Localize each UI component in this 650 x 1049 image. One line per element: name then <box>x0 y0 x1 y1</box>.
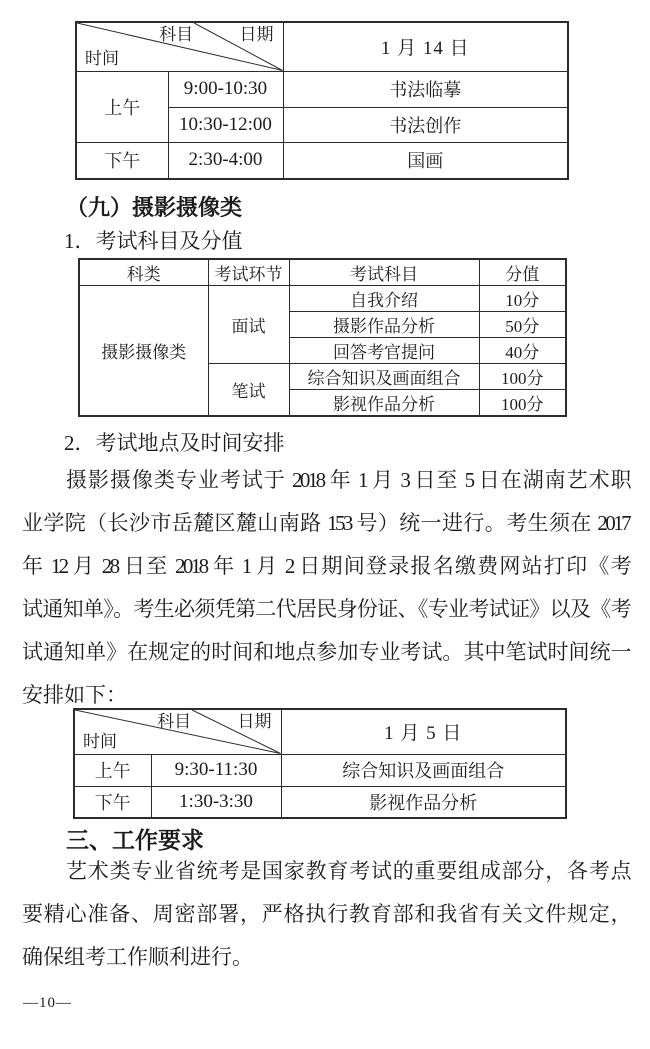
paragraph-line: 艺术类专业省统考是国家教育考试的重要组成部分，各考点 <box>66 859 629 883</box>
subject-cell: 自我介绍 <box>289 286 479 312</box>
date-header-cell: 1 月 5 日 <box>281 709 566 754</box>
subject-cell: 影视作品分析 <box>289 390 479 417</box>
section-nine-heading: （九）摄影摄像类 <box>66 195 243 220</box>
diagonal-header-cell <box>76 22 283 71</box>
table-row <box>74 754 566 786</box>
stage-cell: 笔试 <box>208 364 289 417</box>
session-cell: 上午 <box>74 754 151 786</box>
score-cell: 100分 <box>479 364 566 390</box>
score-cell: 50分 <box>479 312 566 338</box>
exam-location-paragraph <box>22 459 629 717</box>
table-row <box>76 142 568 179</box>
score-cell: 10分 <box>479 286 566 312</box>
time-cell: 10:30-12:00 <box>168 107 283 142</box>
header-category-cell: 科类 <box>79 259 208 286</box>
table-header-row <box>74 709 566 754</box>
session-cell: 下午 <box>74 786 151 818</box>
time-cell: 9:00-10:30 <box>168 71 283 107</box>
subject-cell: 书法创作 <box>283 107 568 142</box>
header-score-cell: 分值 <box>479 259 566 286</box>
paragraph-line: 试通知单》。考生必须凭第二代居民身份证、《专业考试证》以及《考 <box>22 597 629 621</box>
paragraph-line: 确保组考工作顺利进行。 <box>22 945 253 969</box>
category-cell: 摄影摄像类 <box>79 286 208 417</box>
table-header-row <box>79 259 566 286</box>
subject-cell: 影视作品分析 <box>281 786 566 818</box>
calligraphy-exam-schedule-table <box>75 21 569 180</box>
table-row <box>76 71 568 107</box>
subject-cell: 国画 <box>283 142 568 179</box>
written-exam-schedule-table <box>73 708 567 819</box>
paragraph-line: 要精心准备、周密部署，严格执行教育部和我省有关文件规定， <box>22 902 629 926</box>
table-row <box>74 786 566 818</box>
date-header-cell: 1 月 14 日 <box>283 22 568 71</box>
subject-cell: 摄影作品分析 <box>289 312 479 338</box>
paragraph-line: 摄影摄像类专业考试于 2018 年 1 月 3 日至 5 日在湖南艺术职 <box>66 468 629 492</box>
work-requirements-paragraph <box>22 850 629 979</box>
exam-location-subheading: 2．考试地点及时间安排 <box>64 431 285 455</box>
header-stage-cell: 考试环节 <box>208 259 289 286</box>
diagonal-time-label: 时间 <box>85 48 119 68</box>
score-cell: 40分 <box>479 338 566 364</box>
time-cell: 2:30-4:00 <box>168 142 283 179</box>
score-cell: 100分 <box>479 390 566 417</box>
section-three-heading: 三、工作要求 <box>66 827 204 853</box>
time-cell: 1:30-3:30 <box>151 786 281 818</box>
session-cell: 下午 <box>76 142 168 179</box>
subject-cell: 回答考官提问 <box>289 338 479 364</box>
stage-cell: 面试 <box>208 286 289 364</box>
diagonal-date-label: 日期 <box>237 712 272 731</box>
table-row <box>79 286 566 312</box>
subject-cell: 综合知识及画面组合 <box>281 754 566 786</box>
photography-exam-scores-table <box>78 258 567 417</box>
table-header-row <box>76 22 568 71</box>
subject-cell: 综合知识及画面组合 <box>289 364 479 390</box>
paragraph-line: 试通知单》在规定的时间和地点参加专业考试。其中笔试时间统一 <box>22 640 629 664</box>
diagonal-time-label: 时间 <box>83 731 117 751</box>
time-cell: 9:30-11:30 <box>151 754 281 786</box>
paragraph-line: 年 12 月 28 日至 2018 年 1 月 2 日期间登录报名缴费网站打印《考 <box>22 554 629 578</box>
diagonal-header-cell <box>74 709 281 754</box>
diagonal-subject-label: 科目 <box>157 712 192 731</box>
session-cell: 上午 <box>76 71 168 142</box>
subject-cell: 书法临摹 <box>283 71 568 107</box>
diagonal-subject-label: 科目 <box>159 25 194 44</box>
page-number: —10— <box>23 995 72 1011</box>
header-subject-cell: 考试科目 <box>289 259 479 286</box>
paragraph-line: 业学院（长沙市岳麓区麓山南路 153 号）统一进行。考生须在 2017 <box>22 511 629 535</box>
diagonal-date-label: 日期 <box>239 25 274 44</box>
paragraph-line: 安排如下： <box>22 683 127 707</box>
exam-subjects-subheading: 1．考试科目及分值 <box>64 229 243 253</box>
